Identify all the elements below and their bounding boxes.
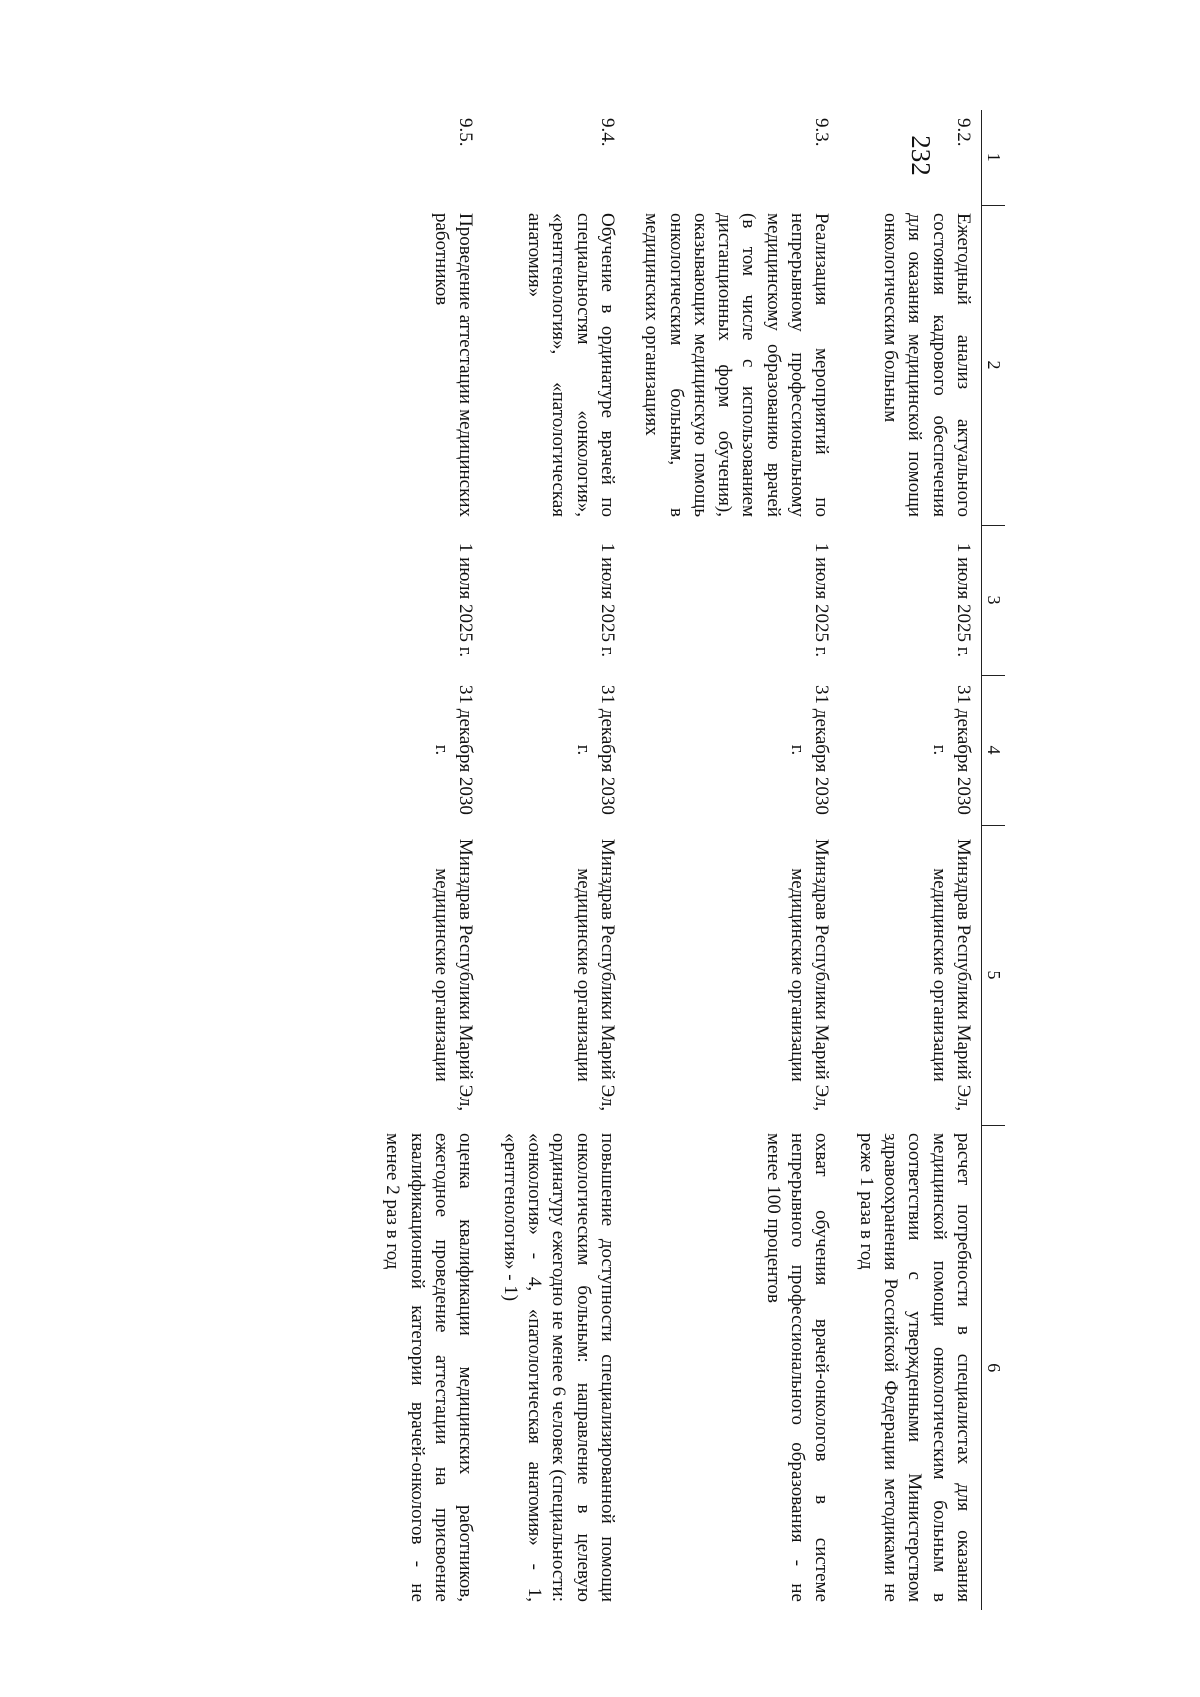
- rotated-table-container: [215, 110, 1005, 1610]
- responsible-cell: Минздрав Республики Марий Эл, медицинские организации: [431, 838, 477, 1112]
- action-cell: Реализация мероприятий по непрерывному профессиональному медицинскому образованию врачей (в том числе с использованием дистанционных форм обучения), оказывающих медицинскую помощь онкологическим больным, в медицинских организациях: [641, 213, 833, 517]
- result-cell: оценка квалификации медицинских работников, ежегодное проведение аттестации на присвоение квалификационной категории врачей-онкологов - не менее 2 раз в год: [382, 1133, 477, 1602]
- header-col-3: 3: [981, 525, 1005, 675]
- header-col-4: 4: [981, 675, 1005, 825]
- row-number: 9.5.: [455, 118, 477, 147]
- start-date-cell: 1 июля 2025 г.: [811, 542, 833, 658]
- header-col-1: 1: [981, 110, 1005, 205]
- row-number: 9.4.: [596, 118, 618, 147]
- table-row: [839, 110, 981, 1610]
- responsible-cell: Минздрав Республики Марий Эл, медицинские организации: [787, 838, 833, 1112]
- start-date-cell: 1 июля 2025 г.: [455, 542, 477, 658]
- header-row: [981, 110, 1005, 1610]
- end-date-cell: 31 декабря 2030 г.: [787, 685, 833, 815]
- start-date-cell: 1 июля 2025 г.: [596, 542, 618, 658]
- result-cell: охват обучения врачей-онкологов в системе непрерывного профессионального образования - не менее 100 процентов: [762, 1133, 833, 1602]
- row-number: 9.3.: [811, 118, 833, 147]
- table-row: [625, 110, 840, 1610]
- page-number: 232: [905, 135, 936, 176]
- result-cell: повышение доступности специализированной помощи онкологическим больным: направление в целевую ординатуру ежегодно не менее 6 человек (специальности: «онкология» - 4, «патологическая анатомия» - 1, «рентгенология» - 1): [499, 1133, 618, 1602]
- responsible-cell: Минздрав Республики Марий Эл, медицинские организации: [572, 838, 618, 1112]
- header-col-2: 2: [981, 205, 1005, 525]
- header-col-6: 6: [981, 1125, 1005, 1610]
- end-date-cell: 31 декабря 2030 г.: [431, 685, 477, 815]
- end-date-cell: 31 декабря 2030 г.: [572, 685, 618, 815]
- responsible-cell: Минздрав Республики Марий Эл, медицинские организации: [928, 838, 974, 1112]
- table-row: [366, 110, 483, 1610]
- start-date-cell: 1 июля 2025 г.: [952, 542, 974, 658]
- plan-table: [366, 110, 1005, 1610]
- row-number: 9.2.: [952, 118, 974, 147]
- end-date-cell: 31 декабря 2030 г.: [928, 685, 974, 815]
- action-cell: Обучение в ординатуре врачей по специальностям «онкология», «рентгенология», «патологическая анатомия»: [523, 213, 618, 517]
- result-cell: расчет потребности в специалистах для оказания медицинской помощи онкологическим больным в соответствии с утвержденными Министерством здравоохранения Российской Федерации методиками не реже 1 раза в год: [855, 1133, 974, 1602]
- action-cell: Проведение аттестации медицинских работников: [431, 213, 477, 517]
- header-col-5: 5: [981, 825, 1005, 1125]
- action-cell: Ежегодный анализ актуального состояния кадрового обеспечения для оказания медицинской помощи онкологическим больным: [880, 213, 974, 517]
- table-row: [483, 110, 625, 1610]
